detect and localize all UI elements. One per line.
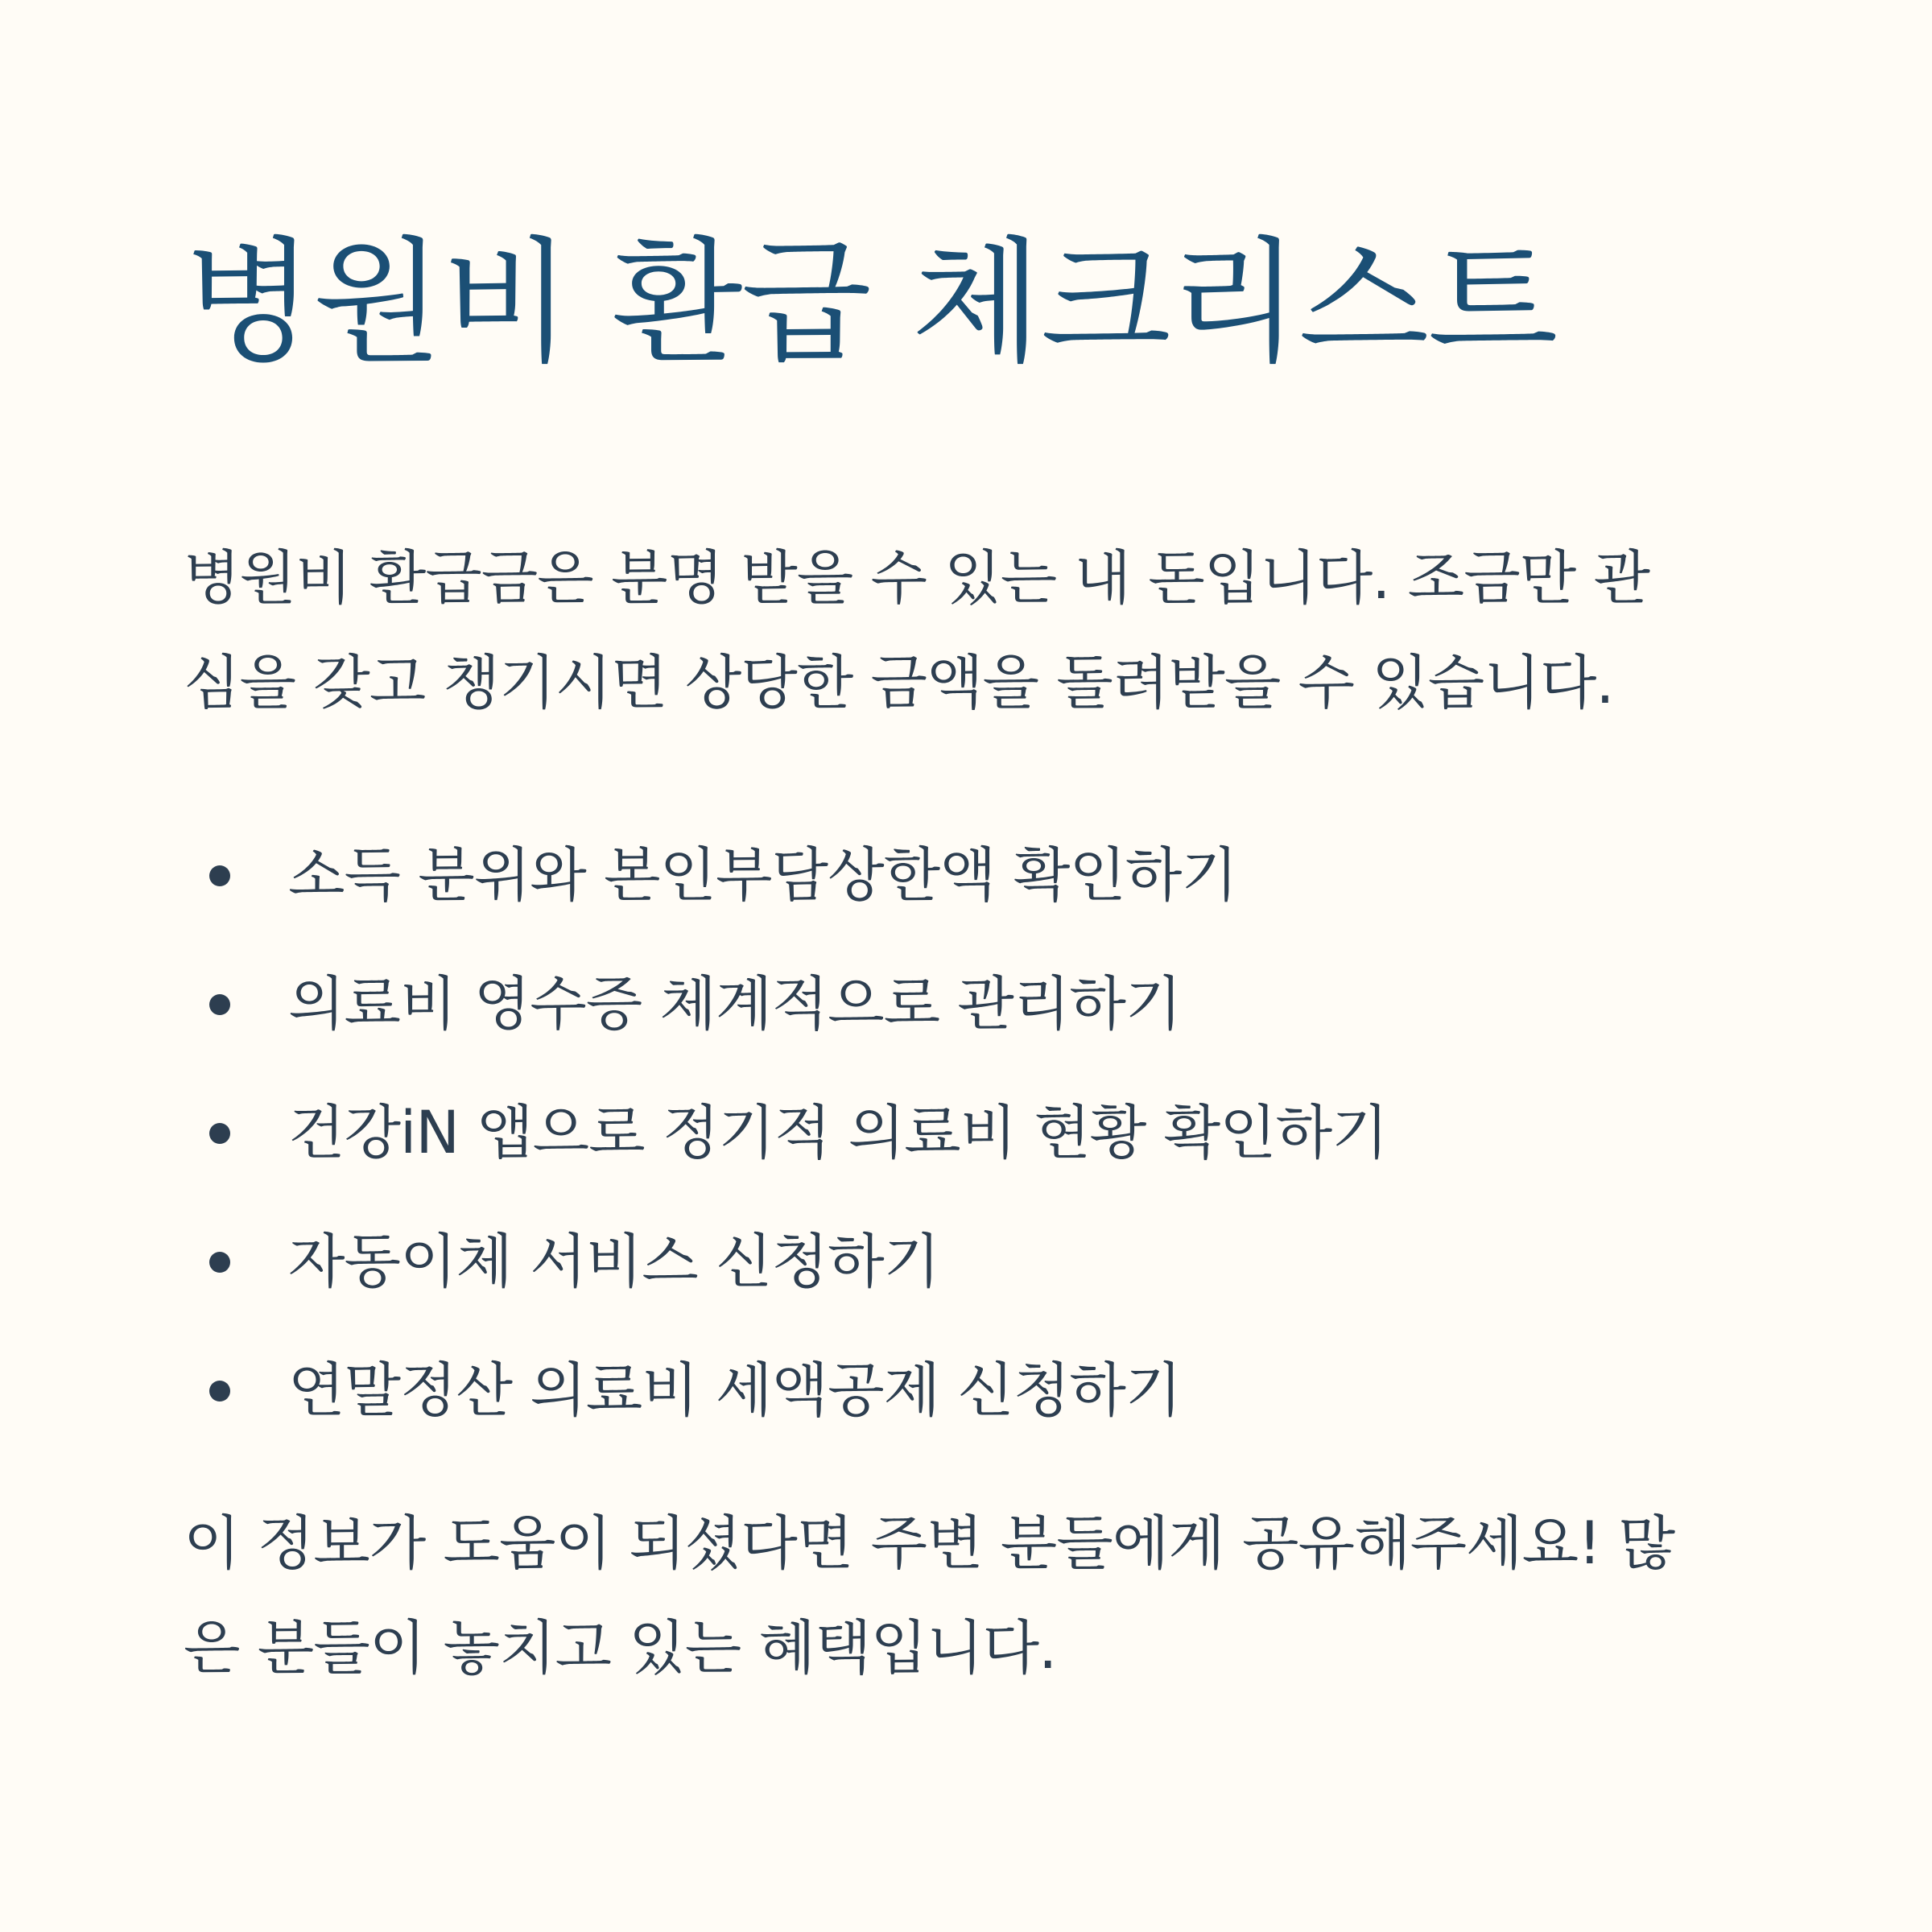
checklist-item bbox=[184, 1069, 1388, 1198]
bullet-icon bbox=[209, 1123, 230, 1144]
checklist-item bbox=[184, 811, 1388, 940]
checklist-item-label: 소득 분위와 본인부담상한액 확인하기 bbox=[288, 841, 1237, 910]
intro-paragraph bbox=[184, 526, 1777, 736]
bullet-icon bbox=[209, 865, 230, 886]
checklist-item-label: 의료비 영수증 체계적으로 관리하기 bbox=[288, 970, 1182, 1038]
checklist-item-label: 자동이체 서비스 신청하기 bbox=[288, 1228, 940, 1296]
bullet-icon bbox=[209, 1381, 230, 1402]
checklist-item bbox=[184, 940, 1388, 1069]
page-title: 병원비 환급 체크리스트 bbox=[184, 224, 1557, 382]
checklist-item bbox=[184, 1327, 1388, 1455]
outro-paragraph bbox=[184, 1492, 1777, 1701]
bullet-icon bbox=[209, 994, 230, 1015]
intro-line: 병원비 환급금은 분명 받을 수 있는 내 돈입니다. 조금만 관 bbox=[184, 544, 1649, 613]
checklist-item-label: 연말정산 의료비 세액공제 신청하기 bbox=[288, 1356, 1182, 1425]
intro-line: 심을 갖고 챙기시면 상당한 금액을 돌려받을 수 있습니다. bbox=[184, 649, 1614, 717]
checklist bbox=[184, 811, 1388, 1455]
outro-line: 은 분들이 놓치고 있는 혜택입니다. bbox=[184, 1614, 1057, 1682]
bullet-icon bbox=[209, 1252, 230, 1273]
checklist-item bbox=[184, 1198, 1388, 1327]
outro-line: 이 정보가 도움이 되셨다면 주변 분들에게 공유해주세요! 많 bbox=[184, 1509, 1675, 1578]
checklist-item-label: 건강iN 앱으로 정기적 의료비 현황 확인하기 bbox=[288, 1099, 1388, 1167]
